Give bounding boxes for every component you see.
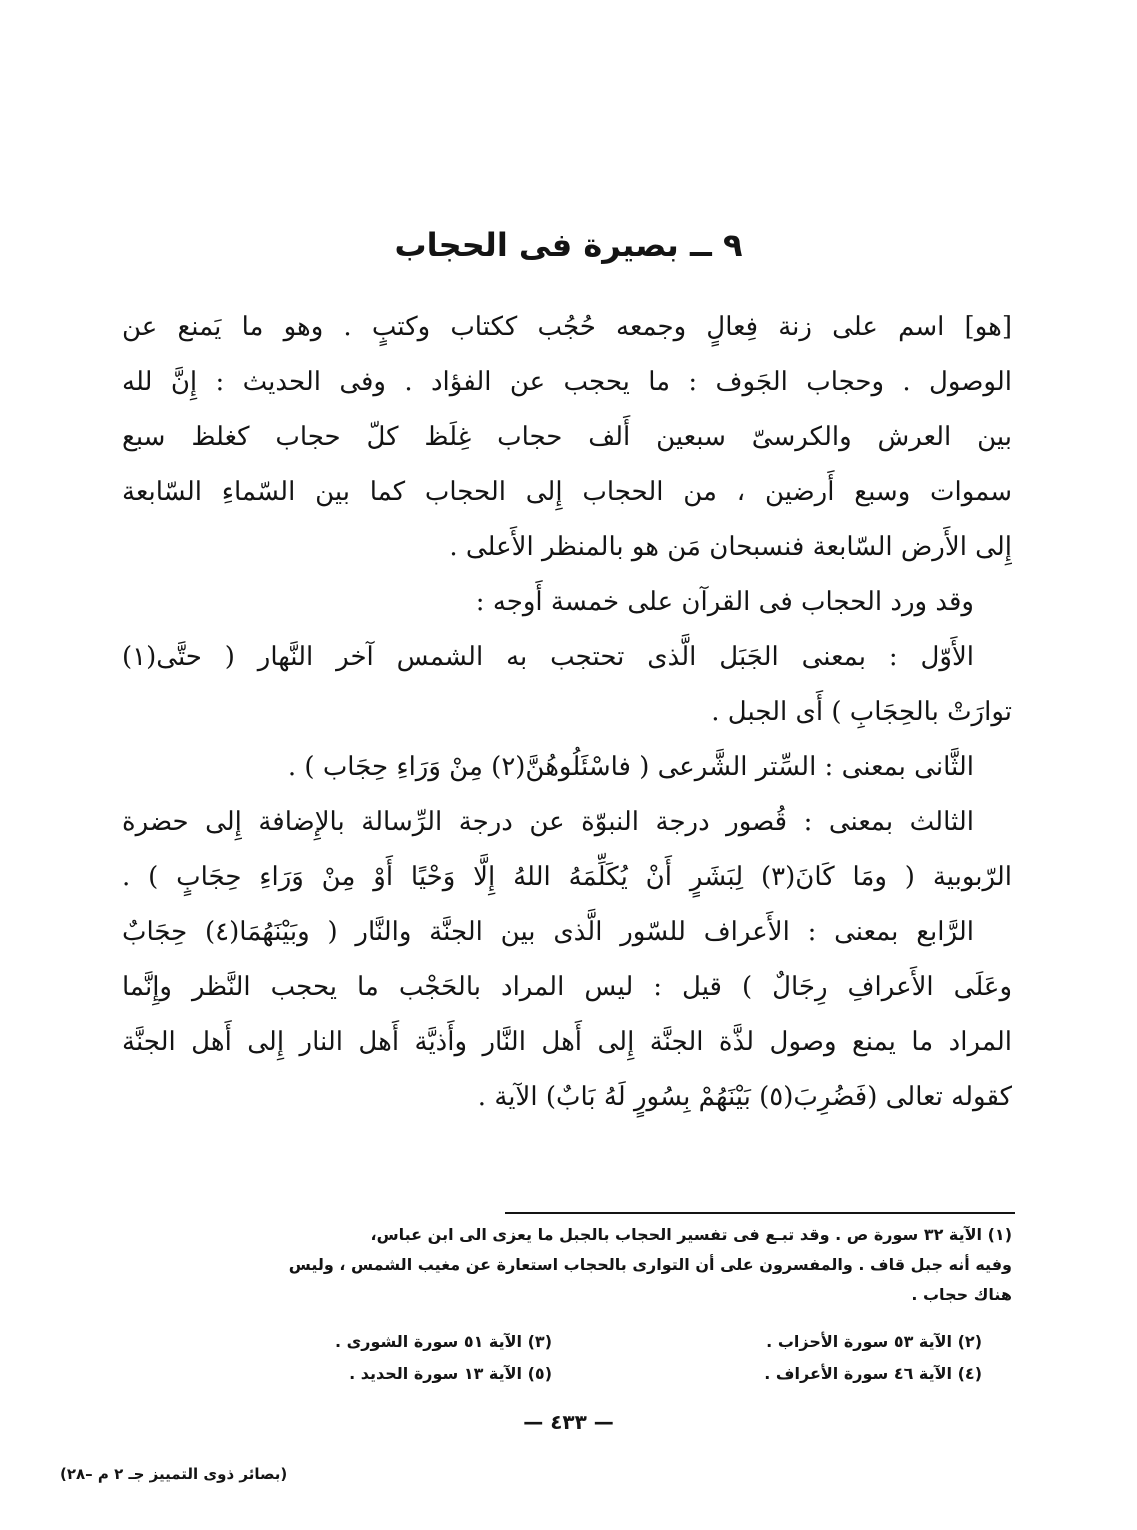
footnotes-grid (122, 1326, 982, 1390)
body-line: وعَلَى الأَعرافِ رِجَالٌ ) قيل : ليس المراد بالحَجْب ما يحجب النَّظر وإِنَّما (122, 972, 1012, 1002)
body-line: الأَوّل : بمعنى الجَبَل الَّذى تحتجب به الشمس آخر النَّهار ( حتَّى(١) (122, 642, 974, 672)
footnote-1-line: هناك حجاب . (911, 1285, 1012, 1304)
body-line: الثالث بمعنى : قُصور درجة النبوّة عن درجة الرِّسالة بالإِضافة إِلى حضرة (122, 807, 974, 837)
body-line: وقد ورد الحجاب فى القرآن على خمسة أَوجه : (475, 587, 974, 617)
signature-mark: (بصائر ذوى التمييز جـ ٢ م –٢٨) (60, 1465, 288, 1483)
body-line: [هو] اسم على زنة فِعالٍ وجمعه حُجُب ككتاب وكتبٍ . وهو ما يَمنع عن (122, 312, 1012, 342)
body-text (122, 300, 1012, 1125)
footnote-divider (505, 1212, 1015, 1214)
footnote-1-line: وفيه أنه جبل قاف . والمفسرون على أن التوارى بالحجاب استعارة عن مغيب الشمس ، وليس (288, 1255, 1012, 1274)
footnote-1-line: (١) الآية ٣٢ سورة ص . وقد تبـع فى تفسير الحجاب بالجبل ما يعزى الى ابن عباس، (370, 1225, 1012, 1244)
footnote-2: (٢) الآية ٥٣ سورة الأحزاب . (766, 1332, 982, 1351)
page-number: — ٤٣٣ — (523, 1410, 614, 1434)
chapter-title: ٩ ــ بصيرة فى الحجاب (394, 226, 743, 264)
footnote-5: (٥) الآية ١٣ سورة الحديد . (349, 1364, 552, 1383)
body-line: سموات وسبع أَرضين ، من الحجاب إِلى الحجاب كما بين السّماءِ السّابعة (122, 477, 1012, 507)
body-line: إِلى الأَرض السّابعة فنسبحان مَن هو بالمنظر الأَعلى . (449, 532, 1012, 562)
footnote-4: (٤) الآية ٤٦ سورة الأعراف . (764, 1364, 982, 1383)
body-line: بين العرش والكرسىّ سبعين أَلف حجاب غِلَظ كلّ حجاب كغلظ سبع (122, 422, 1012, 452)
body-line: الرَّابع بمعنى : الأَعراف للسّور الَّذى بين الجنَّة والنَّار ( وبَيْنَهُمَا(٤) حِجَابٌ (122, 917, 974, 947)
footnote-row (122, 1326, 982, 1358)
body-line: كقوله تعالى (فَضُرِبَ(٥) بَيْنَهُمْ بِسُورٍ لَهُ بَابٌ) الآية . (477, 1082, 1012, 1112)
footnote-row (122, 1358, 982, 1390)
body-line: الثَّانى بمعنى : السِّتر الشَّرعى ( فاسْئَلُوهُنَّ(٢) مِنْ وَرَاءِ حِجَاب ) . (287, 752, 974, 782)
body-line: المراد ما يمنع وصول لذَّة الجنَّة إِلى أَهل النَّار وأَذيَّة أَهل النار إِلى أَهل الجنَّة (122, 1027, 1012, 1057)
footnote-3: (٣) الآية ٥١ سورة الشورى . (334, 1332, 552, 1351)
body-line: توارَتْ بالحِجَابِ ) أَى الجبل . (711, 697, 1012, 727)
body-line: الوصول . وحجاب الجَوف : ما يحجب عن الفؤاد . وفى الحديث : إِنَّ لله (122, 367, 1012, 397)
body-line: الرّبوبية ( ومَا كَانَ(٣) لِبَشَرٍ أَنْ يُكَلِّمَهُ اللهُ إِلَّا وَحْيًا أَوْ مِنْ وَرَاءِ حِجَابٍ ) . (122, 862, 1012, 892)
